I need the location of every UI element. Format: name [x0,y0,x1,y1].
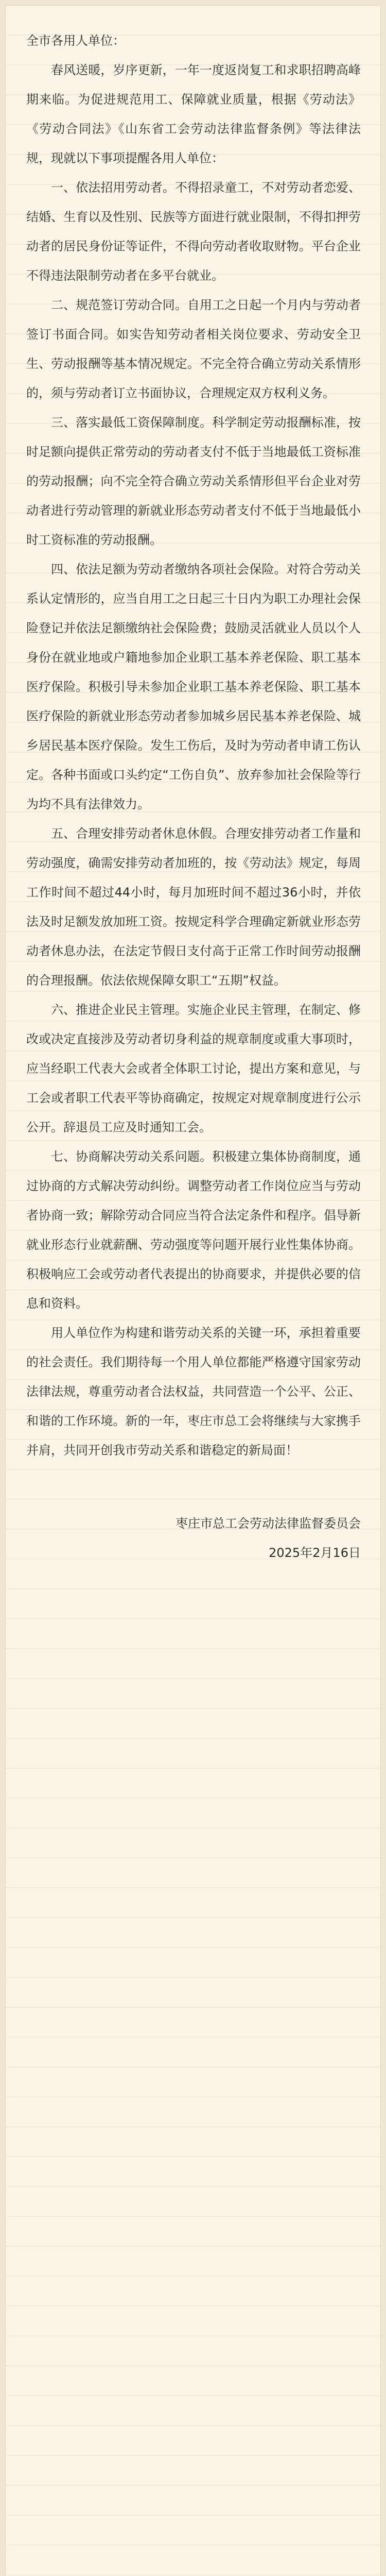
item-5-paragraph: 五、合理安排劳动者休息休假。合理安排劳动者工作量和劳动强度，确需安排劳动者加班的，按《劳动法》规定，每周工作时间不超过44小时，每月加班时间不超过36小时，并依法及时足额发放加班工资。按规定科学合理确定新就业形态劳动者休息办法，在法定节假日支付高于正常工作时间劳动报酬的合理报酬。依法依规保障女职工“五期”权益。 [26,826,361,988]
item-6-paragraph: 六、推进企业民主管理。实施企业民主管理，在制定、修改或决定直接涉及劳动者切身利益的规章制度或重大事项时，应当经职工代表大会或者全体职工讨论，提出方案和意见，与工会或者职工代表平等协商确定，按规定对规章制度进行公示公开。辞退员工应及时通知工会。 [26,1003,361,1134]
item-1-paragraph: 一、依法招用劳动者。不得招录童工，不对劳动者恋爱、结婚、生育以及性别、民族等方面进行就业限制，不得扣押劳动者的居民身份证等证件，不得向劳动者收取财物。平台企业不得违法限制劳动者在多平台就业。 [26,180,361,283]
salutation: 全市各用人单位： [26,33,125,48]
intro-paragraph: 春风送暖，岁序更新，一年一度返岗复工和求职招聘高峰期来临。为促进规范用工、保障就业质量，根据《劳动法》《劳动合同法》《山东省工会劳动法律监督条例》等法律法规，现就以下事项提醒各用人单位： [26,63,361,165]
signature-block [26,1509,361,1568]
notice-content [26,26,361,1568]
item-3-paragraph: 三、落实最低工资保障制度。科学制定劳动报酬标准，按时足额向提供正常劳动的劳动者支付不低于当地最低工资标准的劳动报酬；向不完全符合确立劳动关系情形但平台企业对劳动者进行劳动管理的新就业形态劳动者支付不低于当地最低小时工资标准的劳动报酬。 [26,415,361,547]
notice-paper [5,5,381,2576]
closing-paragraph: 用人单位作为构建和谐劳动关系的关键一环，承担着重要的社会责任。我们期待每一个用人单位都能严格遵守国家劳动法律法规，尊重劳动者合法权益，共同营造一个公平、公正、和谐的工作环境。新的一年，枣庄市总工会将继续与大家携手并肩，共同开创我市劳动关系和谐稳定的新局面！ [26,1326,361,1458]
item-2-paragraph: 二、规范签订劳动合同。自用工之日起一个月内与劳动者签订书面合同。如实告知劳动者相关岗位要求、劳动安全卫生、劳动报酬等基本情况规定。不完全符合确立劳动关系情形的，须与劳动者订立书面协议，合理规定双方权利义务。 [26,298,361,400]
signature-date: 2025年2月16日 [269,1546,361,1560]
signature-org: 枣庄市总工会劳动法律监督委员会 [176,1516,361,1531]
item-4-paragraph: 四、依法足额为劳动者缴纳各项社会保险。对符合劳动关系认定情形的，应当自用工之日起三十日内为职工办理社会保险登记并依法足额缴纳社会保险费；鼓励灵活就业人员以个人身份在就业地或户籍地参加企业职工基本养老保险、职工基本医疗保险。积极引导未参加企业职工基本养老保险、职工基本医疗保险的新就业形态劳动者参加城乡居民基本养老保险、城乡居民基本医疗保险。发生工伤后，及时为劳动者申请工伤认定。各种书面或口头约定“工伤自负”、放弃参加社会保险等行为均不具有法律效力。 [26,562,361,811]
item-7-paragraph: 七、协商解决劳动关系问题。积极建立集体协商制度，通过协商的方式解决劳动纠纷。调整劳动者工作岗位应当与劳动者协商一致；解除劳动合同应当符合法定条件和程序。倡导新就业形态行业就薪酬、劳动强度等问题开展行业性集体协商。积极响应工会或劳动者代表提出的协商要求，并提供必要的信息和资料。 [26,1149,361,1311]
